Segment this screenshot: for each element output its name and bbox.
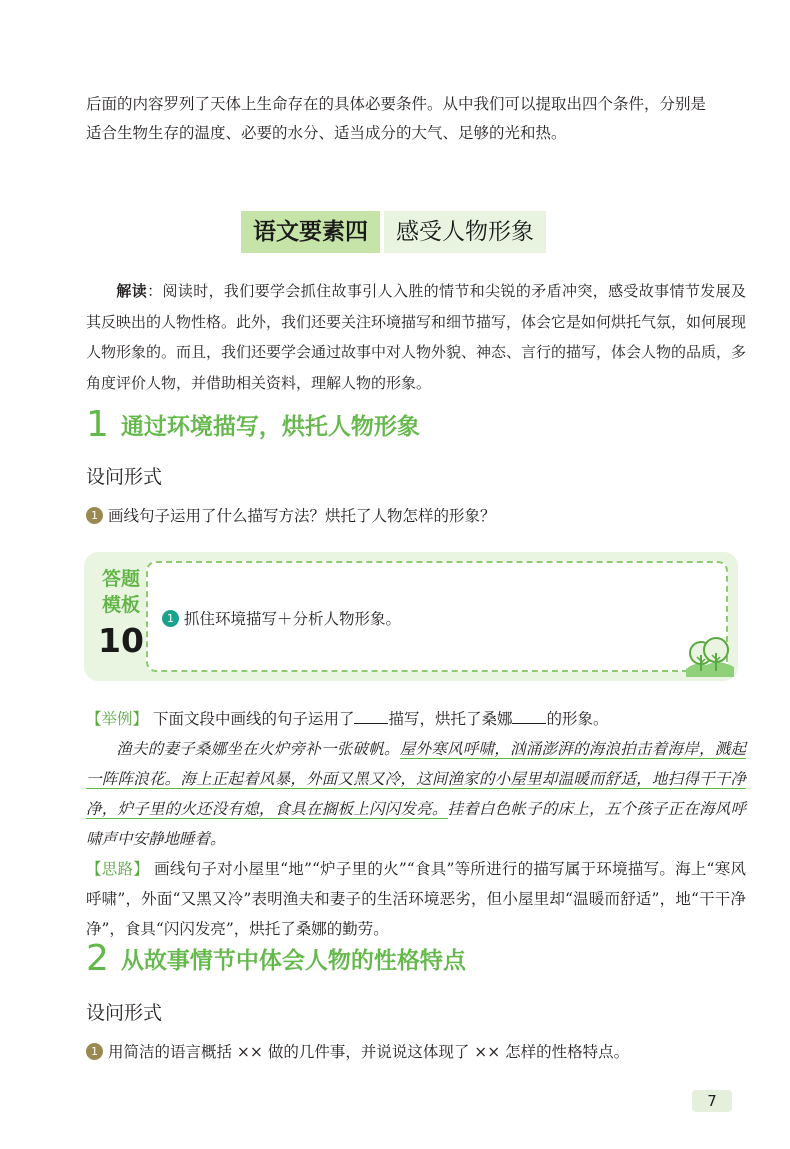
example-passage	[86, 734, 746, 854]
template-item-badge: 1	[162, 610, 179, 627]
answer-template-box	[84, 552, 738, 681]
intro-line: 后面的内容罗列了天体上生命存在的具体必要条件。从中我们可以提取出四个条件，分别是	[86, 95, 707, 113]
template-label	[92, 566, 150, 662]
template-label-line2: 模板	[101, 594, 140, 616]
part1-title: 通过环境描写，烘托人物形象	[120, 413, 420, 440]
passage-text: 渔夫的妻子桑娜坐在火炉旁补一张破帆。	[116, 740, 400, 758]
template-item	[162, 607, 401, 629]
section-title-sub: 感受人物形象	[380, 211, 546, 253]
template-number: 10	[98, 621, 144, 660]
intro-paragraph	[86, 90, 746, 148]
template-label-line1: 答题	[101, 568, 140, 590]
section-title-main: 语文要素四	[241, 211, 380, 253]
template-item-text: 抓住环境描写＋分析人物形象。	[184, 610, 402, 628]
part2-ask-heading: 设问形式	[86, 1002, 163, 1024]
part1-number: 1	[86, 403, 109, 445]
part1-question	[86, 504, 496, 526]
thinking-text: 画线句子对小屋里“地”“炉子里的火”“食具”等所进行的描写属于环境描写。海上“寒风呼啸”，外面“又黑又冷”表明渔夫和妻子的生活环境恶劣，但小屋里却“温暖而舒适”，地“干干净净”，食具“闪闪发亮”，烘托了桑娜的勤劳。	[86, 860, 746, 938]
section-title	[241, 211, 546, 253]
underlined-sentence: 屋外寒风呼啸，汹涌澎湃的海浪拍击着海岸，溅起一阵阵浪花。	[86, 740, 746, 788]
answer-blank	[512, 706, 546, 724]
example-question-part1: 下面文段中画线的句子运用了	[152, 710, 355, 728]
part2-title: 从故事情节中体会人物的性格特点	[120, 947, 466, 974]
example-question-part2: 描写，烘托了桑娜	[388, 710, 513, 728]
question-number-badge: 1	[86, 1043, 103, 1060]
tree-icon	[686, 631, 734, 677]
example-question	[86, 704, 746, 734]
part2-number: 2	[86, 937, 109, 979]
part2-heading	[86, 936, 466, 980]
thinking-tag: 【思路】	[86, 860, 149, 878]
underlined-sentence: 海上正起着风暴，外面又黑又冷，这间渔家的小屋里却温暖而舒适，地扫得干干净净，炉子里的火还没有熄，食具在搁板上闪闪发亮。	[86, 770, 746, 818]
template-content	[146, 561, 728, 672]
passage-text: 挂着白色帐子的床上，五个孩子正在海风呼啸声中安静地睡着。	[86, 800, 746, 848]
part1-heading	[86, 402, 420, 446]
reading-paragraph	[86, 276, 746, 398]
example-tag: 【举例】	[86, 710, 149, 728]
answer-blank	[354, 706, 388, 724]
example-question-part3: 的形象。	[546, 710, 609, 728]
page-number: 7	[692, 1090, 732, 1112]
part1-ask-heading: 设问形式	[86, 466, 163, 488]
intro-line: 适合生物生存的温度、必要的水分、适当成分的大气、足够的光和热。	[86, 124, 567, 142]
question-number-badge: 1	[86, 507, 103, 524]
part2-question	[86, 1040, 629, 1062]
reading-text: ：阅读时，我们要学会抓住故事引人入胜的情节和尖锐的矛盾冲突，感受故事情节发展及其反映出的人物性格。此外，我们还要关注环境描写和细节描写，体会它是如何烘托气氛，如何展现人物形象的。而且，我们还要学会通过故事中对人物外貌、神态、言行的描写，体会人物的品质，多角度评价人物，并借助相关资料，理解人物的形象。	[86, 282, 747, 392]
question-text: 画线句子运用了什么描写方法？烘托了人物怎样的形象？	[108, 507, 496, 525]
question-text: 用简洁的语言概括 ×× 做的几件事，并说说这体现了 ×× 怎样的性格特点。	[108, 1043, 630, 1061]
example-thinking	[86, 854, 746, 944]
reading-label: 解读	[116, 282, 148, 300]
